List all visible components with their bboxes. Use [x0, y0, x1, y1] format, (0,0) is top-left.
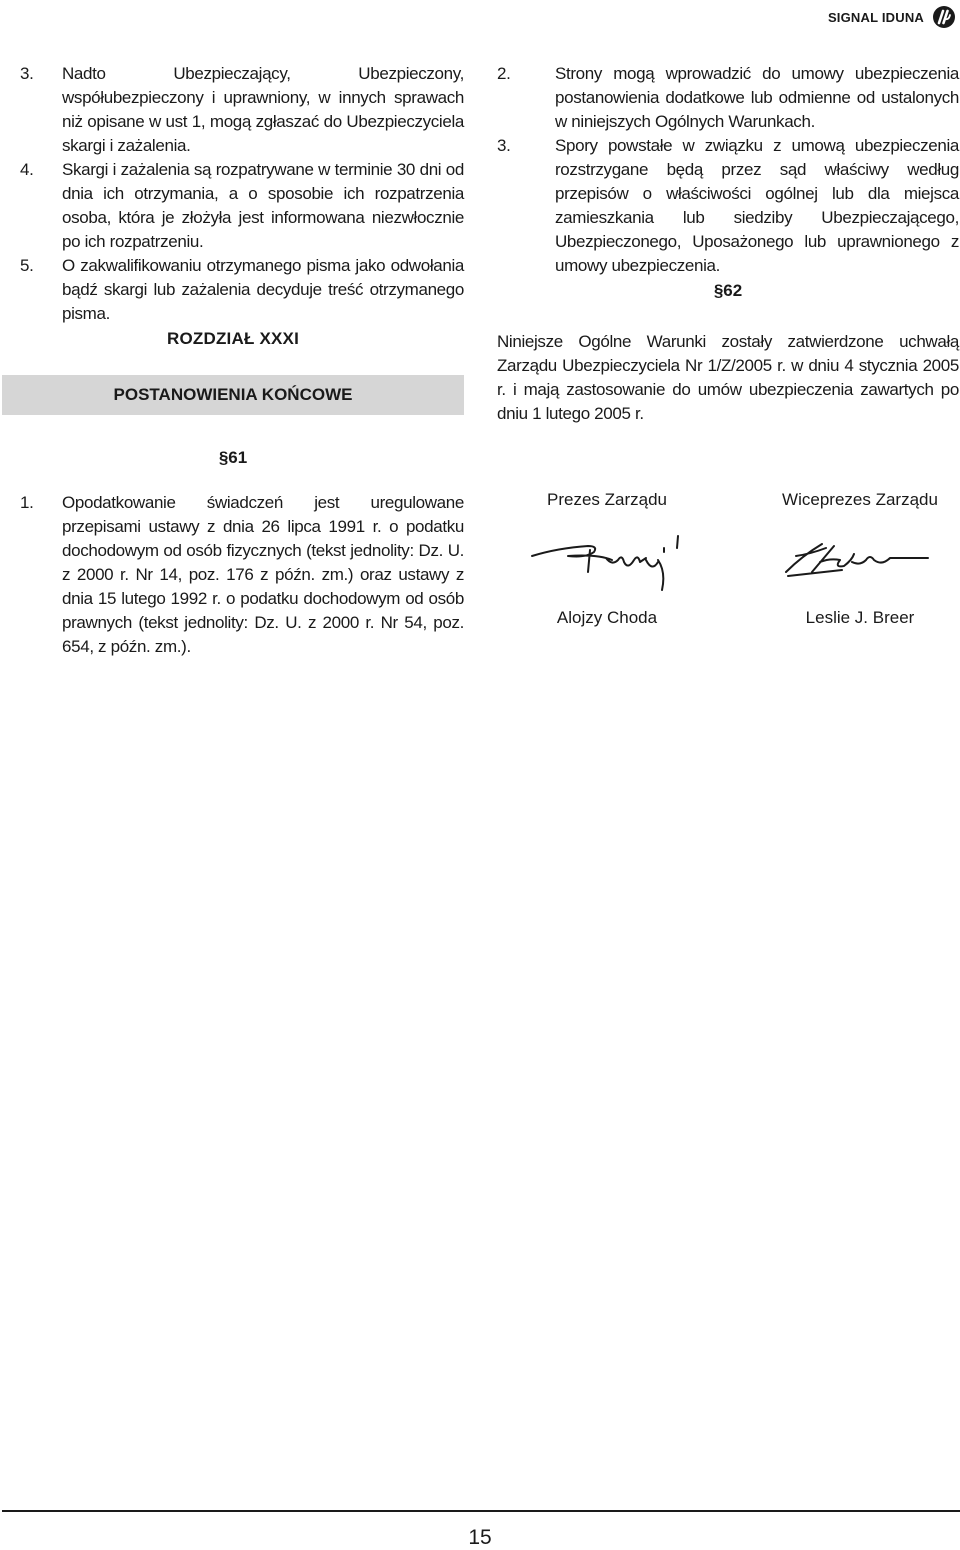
list-item [20, 254, 464, 326]
item-number: 3. [497, 136, 511, 155]
chapter-title: ROZDZIAŁ XXXI [167, 329, 299, 348]
item-number: 4. [20, 160, 34, 179]
signature-name-president: Alojzy Choda [556, 608, 658, 627]
right-column [497, 62, 959, 278]
list-item [20, 158, 464, 254]
item-text: Skargi i zażalenia są rozpatrywane w terminie 30 dni od dnia ich otrzymania, a o sposobie ich rozpatrzenia osoba, która je złożyła jest informowana niezwłocznie po ich rozpatrzeniu. [62, 160, 464, 251]
item-text: Opodatkowanie świadczeń jest uregulowane przepisami ustawy z dnia 26 lipca 1991 r. o podatku dochodowym od osób fizycznych (tekst jednolity: Dz. U. z 2000 r. Nr 14, poz. 176 z późn. zm.) oraz ustawy z dnia 15 lutego 1992 r. o podatku dochodowym od osób prawnych (tekst jednolity: Dz. U. z 2000 r. Nr 54, poz. 654, z późn. zm.). [62, 493, 464, 656]
signature-name-vice-president: Leslie J. Breer [805, 608, 915, 627]
list-item [20, 62, 464, 158]
page-number: 15 [468, 1526, 492, 1549]
list-item [497, 134, 959, 278]
left-column [20, 62, 464, 326]
item-number: 3. [20, 64, 34, 83]
chapter-subtitle: POSTANOWIENIA KOŃCOWE [113, 385, 353, 404]
closing-paragraph: Niniejsze Ogólne Warunki zostały zatwierdzone uchwałą Zarządu Ubezpieczyciela Nr 1/Z/2005 r. w dniu 4 stycznia 2005 r. i mają zastosowanie do umów ubezpieczenia zawartych po dniu 1 lutego 2005 r. [497, 332, 959, 423]
footer-divider [2, 1510, 960, 1512]
item-text: Strony mogą wprowadzić do umowy ubezpieczenia postanowienia dodatkowe lub odmienne od ustalonych w niniejszych Ogólnych Warunkach. [555, 64, 959, 131]
item-text: O zakwalifikowaniu otrzymanego pisma jako odwołania bądź skargi lub zażalenia decyduje treść otrzymanego pisma. [62, 256, 464, 323]
item-text: Spory powstałe w związku z umową ubezpieczenia rozstrzygane będą przez sąd właściwy według przepisów o właściwości ogólnej lub dla miejsca zamieszkania lub siedziby Ubezpieczającego, Ubezpieczonego, Uposażonego lub uprawnionego z umowy ubezpieczenia. [555, 136, 959, 275]
brand-name: SIGNAL IDUNA [827, 9, 924, 25]
section-heading-61: §61 [218, 448, 248, 467]
signature-role-president: Prezes Zarządu [547, 490, 667, 509]
section-heading-62: §62 [713, 281, 743, 300]
chapter-band [2, 375, 464, 415]
item-number: 1. [20, 493, 34, 512]
item-number: 2. [497, 64, 511, 83]
signal-iduna-logo-icon [932, 5, 956, 29]
signature-president-image [528, 532, 698, 596]
item-text: Nadto Ubezpieczający, Ubezpieczony, współubezpieczony i uprawniony, w innych sprawach niż opisane w ust 1, mogą zgłaszać do Ubezpieczyciela skargi i zażalenia. [62, 64, 464, 155]
list-item [497, 62, 959, 134]
section-61-body [20, 491, 464, 659]
signature-vice-president-image [782, 538, 932, 582]
brand-header [828, 4, 956, 30]
list-item [20, 491, 464, 659]
item-number: 5. [20, 256, 34, 275]
signature-role-vice-president: Wiceprezes Zarządu [782, 490, 938, 509]
